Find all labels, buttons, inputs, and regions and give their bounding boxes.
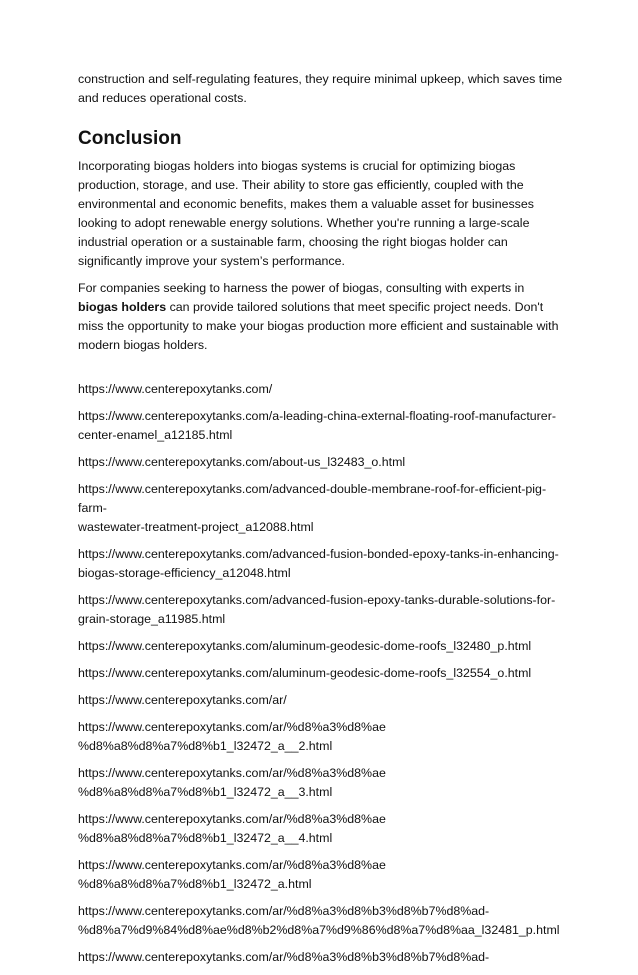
link-url[interactable]: https://www.centerepoxytanks.com/ar/%d8%a3%d8%b3%d8%b7%d8%ad- %d8%a7%d9%84%d8%ae%d8%b2%d8%a7%d9%86%d8%a7%d8%aa_l32481_p.html	[78, 904, 560, 937]
intro-paragraph: construction and self-regulating features, they require minimal upkeep, which saves time and reduces operational costs.	[78, 72, 563, 105]
conclusion-paragraph-2	[78, 279, 566, 355]
link-url[interactable]: https://www.centerepoxytanks.com/ar/%d8%a3%d8%ae %d8%a8%d8%a7%d8%b1_l32472_a__2.html	[78, 720, 386, 753]
link-url[interactable]: https://www.centerepoxytanks.com/advanced-double-membrane-roof-for-efficient-pig-farm- wastewater-treatment-project_a12088.html	[78, 482, 547, 534]
paragraph-2-text-after: can provide tailored solutions that meet specific project needs. Don't miss the opportunity to make your biogas production more efficient and sustainable with modern biogas holders.	[78, 300, 559, 352]
link-url[interactable]: https://www.centerepoxytanks.com/ar/%d8%a3%d8%ae %d8%a8%d8%a7%d8%b1_l32472_a__3.html	[78, 766, 386, 799]
conclusion-paragraph-1: Incorporating biogas holders into biogas systems is crucial for optimizing biogas production, storage, and use. Their ability to store gas efficiently, coupled with the environmental and economic benefits, makes them a valuable asset for businesses looking to adopt renewable energy solutions. Whether you're running a large-scale industrial operation or a sustainable farm, choosing the right biogas holder can significantly improve your system’s performance.	[78, 159, 534, 268]
link-url[interactable]: https://www.centerepoxytanks.com/advanced-fusion-epoxy-tanks-durable-solutions-for- grain-storage_a11985.html	[78, 593, 556, 626]
link-url[interactable]: https://www.centerepoxytanks.com/aluminum-geodesic-dome-roofs_l32554_o.html	[78, 666, 532, 680]
link-url[interactable]: https://www.centerepoxytanks.com/a-leading-china-external-floating-roof-manufacturer- center-enamel_a12185.html	[78, 409, 556, 442]
biogas-holders-bold: biogas holders	[78, 300, 167, 314]
link-url[interactable]: https://www.centerepoxytanks.com/	[78, 382, 273, 396]
link-url[interactable]: https://www.centerepoxytanks.com/ar/%d8%a3%d8%ae %d8%a8%d8%a7%d8%b1_l32472_a.html	[78, 858, 386, 891]
link-url[interactable]: https://www.centerepoxytanks.com/ar/	[78, 693, 287, 707]
document-page	[78, 70, 566, 975]
link-list	[78, 380, 566, 967]
link-url[interactable]: https://www.centerepoxytanks.com/about-us_l32483_o.html	[78, 455, 406, 469]
link-url[interactable]: https://www.centerepoxytanks.com/aluminum-geodesic-dome-roofs_l32480_p.html	[78, 639, 532, 653]
paragraph-2-text-before: For companies seeking to harness the power of biogas, consulting with experts in	[78, 281, 525, 295]
link-url[interactable]: https://www.centerepoxytanks.com/advanced-fusion-bonded-epoxy-tanks-in-enhancing- biogas-storage-efficiency_a12048.html	[78, 547, 559, 580]
conclusion-heading: Conclusion	[78, 128, 182, 149]
link-url[interactable]: https://www.centerepoxytanks.com/ar/%d8%a3%d8%ae %d8%a8%d8%a7%d8%b1_l32472_a__4.html	[78, 812, 386, 845]
link-url[interactable]: https://www.centerepoxytanks.com/ar/%d8%a3%d8%b3%d8%b7%d8%ad-	[78, 950, 490, 964]
